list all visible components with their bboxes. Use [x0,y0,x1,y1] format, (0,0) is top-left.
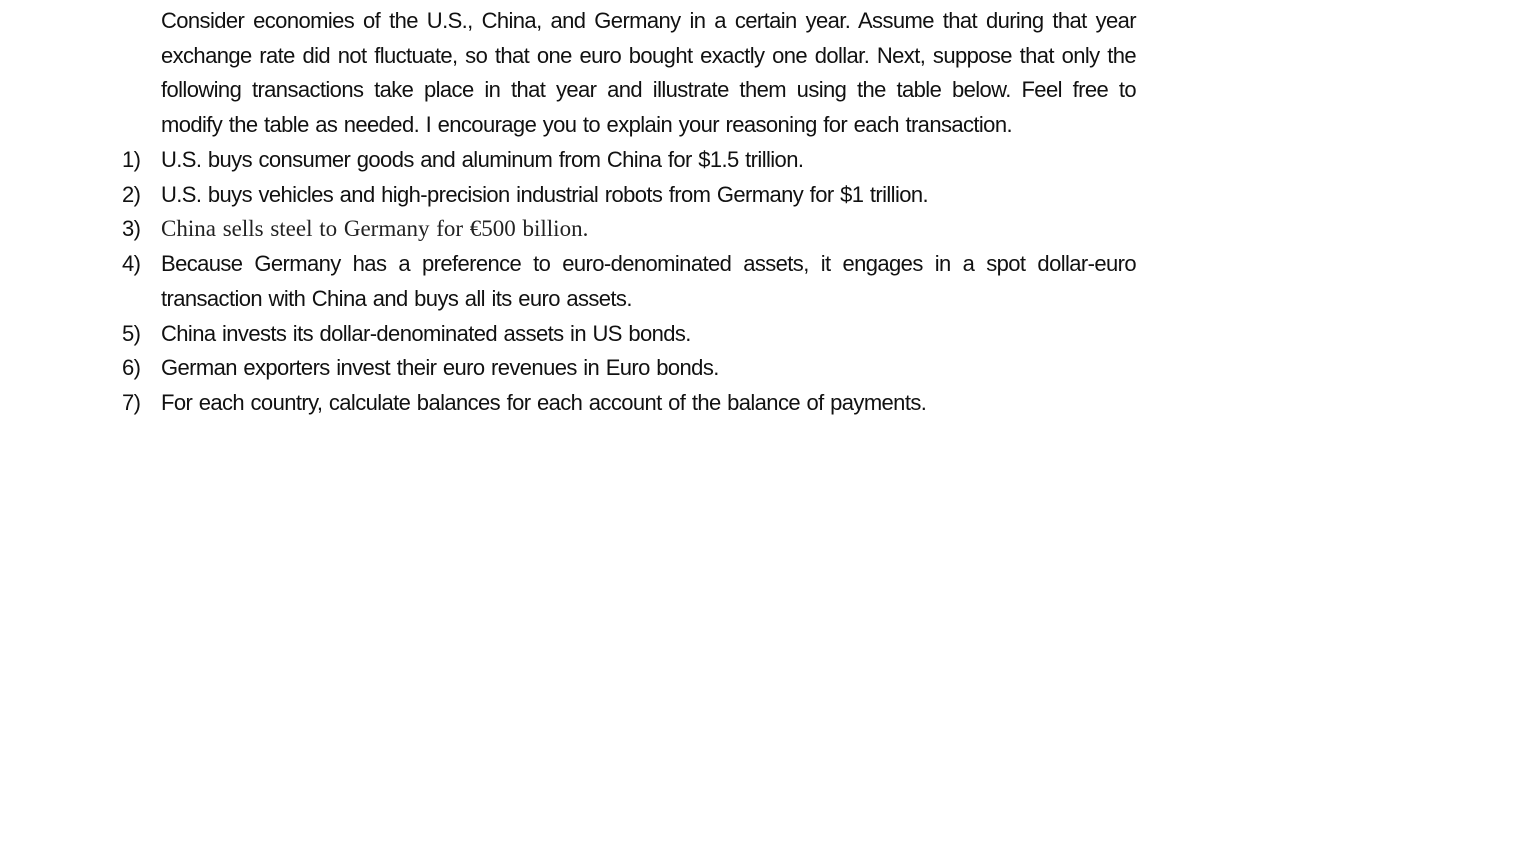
list-item-number: 5) [122,320,141,346]
list-item-number: 2) [122,181,141,207]
list-item-text: U.S. buys vehicles and high-precision industrial robots from Germany for $1 trillion. [161,181,929,207]
transaction-list [122,143,1136,421]
list-item [122,143,1136,178]
list-item-number: 4) [122,251,141,277]
list-item-text: China sells steel to Germany for €500 billion. [161,216,589,242]
list-item-number: 3) [122,216,141,242]
list-item [122,386,1136,421]
list-item [122,351,1136,386]
list-item-number: 7) [122,389,141,415]
list-item-text: German exporters invest their euro revenues in Euro bonds. [161,355,719,381]
list-item-number: 6) [122,355,141,381]
list-item-text: China invests its dollar-denominated assets in US bonds. [161,320,691,346]
intro-paragraph: Consider economies of the U.S., China, and Germany in a certain year. Assume that during that year exchange rate did not fluctuate, so that one euro bought exactly one dollar. Next, suppose that only the following transactions take place in that year and illustrate them using the table below. Feel free to modify the table as needed. I encourage you to explain your reasoning for each transaction. [161,8,1136,138]
list-item-text: U.S. buys consumer goods and aluminum from China for $1.5 trillion. [161,147,804,172]
list-item-text: Because Germany has a preference to euro-denominated assets, it engages in a spot dollar-euro transaction with China and buys all its euro assets. [161,251,1136,311]
list-item [122,212,1136,247]
list-item [122,317,1136,352]
list-item [122,178,1136,213]
list-item-text: For each country, calculate balances for each account of the balance of payments. [161,389,927,415]
list-item-number: 1) [122,147,141,172]
list-item [122,247,1136,316]
